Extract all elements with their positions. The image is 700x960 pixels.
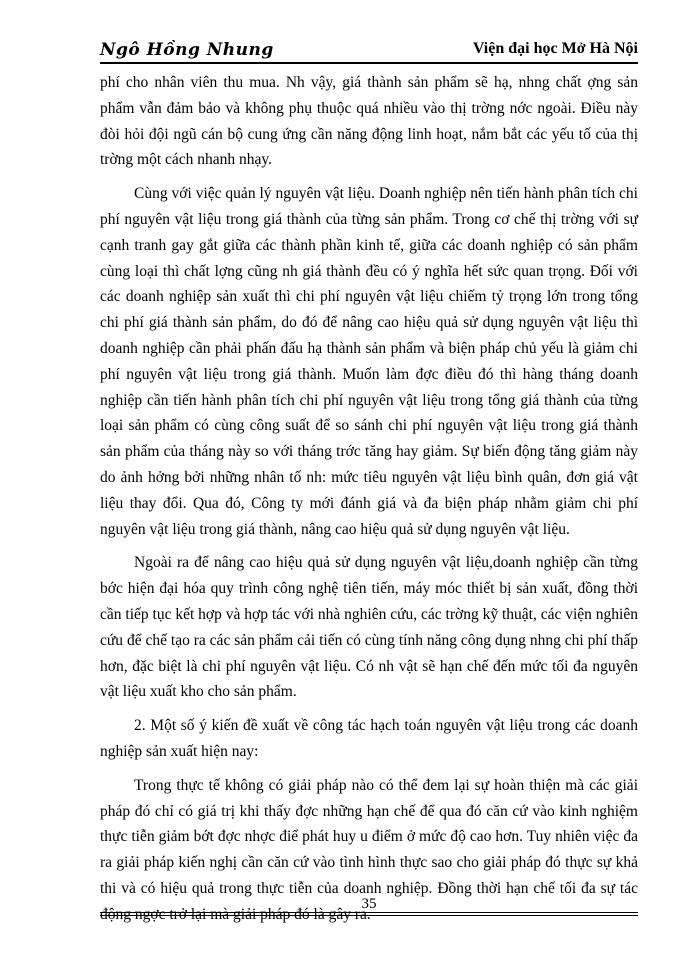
page-number: 35 <box>361 896 377 912</box>
paragraph-1: phí cho nhân viên thu mua. Nh vậy, giá thành sản phẩm sẽ hạ, nhng chất ợng sản phẩm vẫn đảm bảo và không phụ thuộc quá nhiều vào thị trờng nớc ngoài. Điều này đòi hỏi đội ngũ cán bộ cung ứng cần năng động linh hoạt, nắm bắt các yếu tố của thị trờng một cách nhanh nhạy. <box>100 74 638 169</box>
header-organization: Viện đại học Mở Hà Nội <box>472 40 638 57</box>
paragraph-4: Trong thực tế không có giải pháp nào có thể đem lại sự hoàn thiện mà các giải pháp đó chỉ có giá trị khi thấy đợc những hạn chế để qua đó căn cứ vào kinh nghiệm thực tiễn giảm bớt đợc nhợc điể phát huy u điểm ở mức độ cao hơn. Tuy nhiên việc đa ra giải pháp kiến nghị cần căn cứ vào tình hình thực sao cho giải pháp đó thực sự khả thi và có hiệu quả trong thực tiễn của doanh nghiệp. Đồng thời hạn chế tối đa sự tác động ngợc trở lại mà giải pháp đó là gây ra. <box>100 776 638 923</box>
page-header <box>100 38 638 64</box>
section-heading: 2. Một số ý kiến đề xuất về công tác hạch toán nguyên vật liệu trong các doanh nghiệp sản xuất hiện nay: <box>100 717 638 760</box>
header-author: Ngô Hồng Nhung <box>100 40 274 60</box>
footer-rule-secondary <box>100 915 638 916</box>
paragraph-2: Cùng với việc quản lý nguyên vật liệu. Doanh nghiệp nên tiến hành phân tích chi phí nguyên vật liệu trong giá thành của từng sản phẩm. Trong cơ chế thị trờng với sự cạnh tranh gay gắt giữa các thành phần kinh tế, giữa các doanh nghiệp có sản phẩm cùng loại thì chất lợng cũng nh giá thành đều có ý nghĩa hết sức quan trọng. Đối với các doanh nghiệp sản xuất thì chi phí nguyên vật liệu chiếm tỷ trọng lớn trong tổng chi phí giá thành sản phẩm, do đó để nâng cao hiệu quả sử dụng nguyên vật liệu thì doanh nghiệp cần phải phấn đấu hạ thành sản phẩm và biện pháp chủ yếu là giảm chi phí nguyên vật liệu trong giá thành. Muốn làm đợc điều đó thì hàng tháng doanh nghiệp cần tiến hành phân tích chi phí nguyên vật liệu trong tổng giá thành của từng loại sản phẩm có cùng công suất để so sánh chi phí nguyên vật liệu trong giá thành sản phẩm của tháng này so với tháng trớc tăng hay giảm. Sự biến động tăng giảm này do ảnh hởng bởi những nhân tố nh: mức tiêu nguyên vật liệu bình quân, đơn giá vật liệu thay đổi. Qua đó, Công ty mới đánh giá và đa biện pháp nhằm giảm chi phí nguyên vật liệu trong giá thành, nâng cao hiệu quả sử dụng nguyên vật liệu. <box>100 185 638 538</box>
footer-rule <box>100 912 638 913</box>
paragraph-3: Ngoài ra để nâng cao hiệu quả sử dụng nguyên vật liệu,doanh nghiệp cần từng bớc hiện đại hóa quy trình công nghệ tiên tiến, máy móc thiết bị sản xuất, đồng thời cần tiếp tục kết hợp và hợp tác với nhà nghiên cứu, các trờng kỹ thuật, các viện nghiên cứu để chế tạo ra các sản phẩm cải tiến có cùng tính năng công dụng nhng chi phí thấp hơn, đặc biệt là chi phí nguyên vật liệu. Có nh vật sẽ hạn chế đến mức tối đa nguyên vật liệu xuất kho cho sản phẩm. <box>100 554 638 701</box>
document-body <box>100 70 638 936</box>
